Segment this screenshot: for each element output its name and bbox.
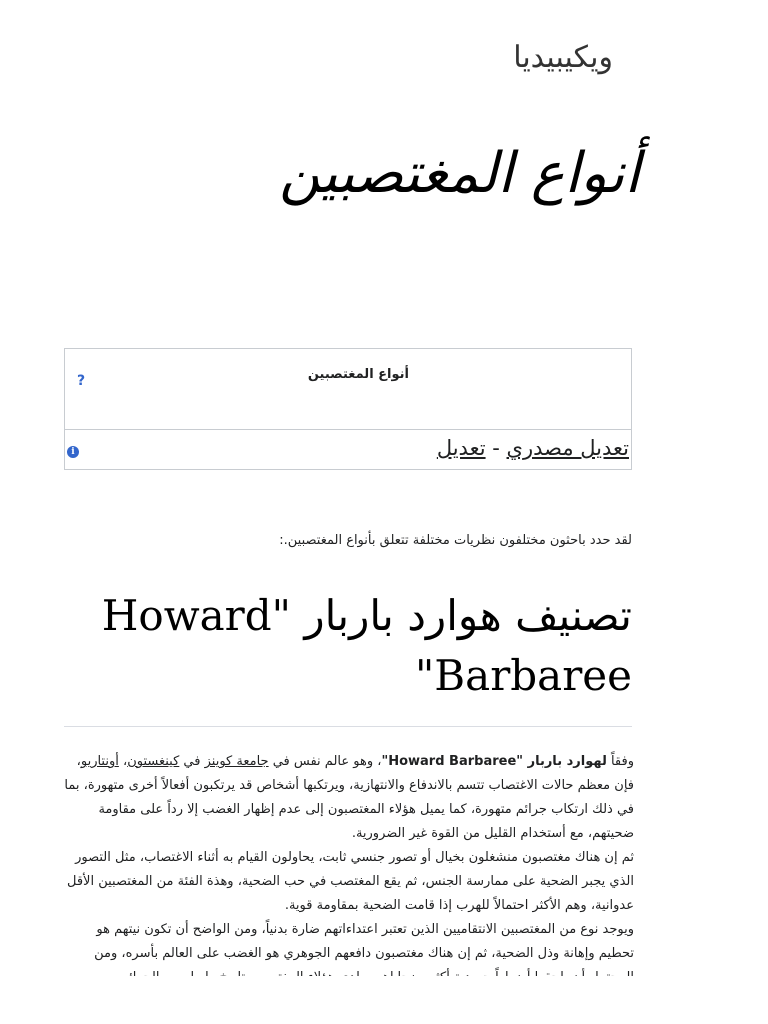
paragraph-1: وفقاً لهوارد باربار "Howard Barbaree"، وهو عالم نفس في جامعة كوينز في كينغستون، أونتاريو، فإن معظم حالات الاغتصاب تتسم بالاندفاع والانتهازية، ويرتكبها أشخاص قد يرتكبون أفعالاً أخرى متهورة، بما في ذلك ارتكاب جرائم متهورة، كما يميل هؤلاء المغتصبون إلى عدم إظهار الغضب إلا رداً على مقاومة ضحيتهم، مع أستخدام القليل من القوة غير الضرورية. <box>64 754 634 841</box>
infobox-heading: أنواع المغتصبين <box>307 367 409 382</box>
infobox-footer <box>65 430 631 470</box>
article-body <box>64 750 634 990</box>
paragraph-3: ويوجد نوع من المغتصبين الانتقاميين الذين تعتبر اعتداءاتهم ضارة بدنياً، ومن الواضح أن تكون نيتهم هو تحطيم وإهانة وذل الضحية، ثم إن هناك مغتصبون دافعهم الجوهري هو الغضب على العالم بأسره، ومن <box>94 922 634 961</box>
paragraph-2: ثم إن هناك مغتصبون منشغلون بخيال أو تصور جنسي ثابت، يحاولون القيام به أثناء الاغتصاب، مثل التصور الذي يجبر الضحية على ممارسة الجنس، ثم يقع المغتصب في حب الضحية، وهذة الفئة من المغتصبين الأقل عدوانية، وهم الأكثر احتمالاً للهرب إذا قامت الضحية بمقاومة قوية. <box>67 850 634 913</box>
link-ontario[interactable]: أونتاريو <box>80 754 119 769</box>
edit-link[interactable]: تعديل <box>436 436 486 460</box>
wikipedia-logo[interactable]: ويكيبيديا <box>513 40 613 75</box>
intro-paragraph: لقد حدد باحثون مختلفون نظريات مختلفة تتعلق بأنواع المغتصبين.: <box>279 533 632 548</box>
info-icon[interactable]: i <box>67 446 79 458</box>
bold-name: لهوارد باربار "Howard Barbaree" <box>381 754 607 769</box>
page-title: أنواع المغتصبين <box>279 141 640 206</box>
infobox <box>64 348 632 470</box>
link-queens-university[interactable]: جامعة كوينز <box>204 754 269 769</box>
edit-source-link[interactable]: تعديل مصدري <box>506 436 629 460</box>
link-kingston[interactable]: كينغستون <box>127 754 180 769</box>
edit-links-separator: - <box>492 436 500 460</box>
edit-links <box>437 436 629 460</box>
viewport-bottom-mask <box>0 976 768 1024</box>
section-divider <box>64 726 632 727</box>
question-mark-icon[interactable]: ? <box>77 373 86 389</box>
section-heading: تصنيف هوارد باربار "Howard Barbaree" <box>101 591 632 700</box>
infobox-header <box>65 349 631 430</box>
